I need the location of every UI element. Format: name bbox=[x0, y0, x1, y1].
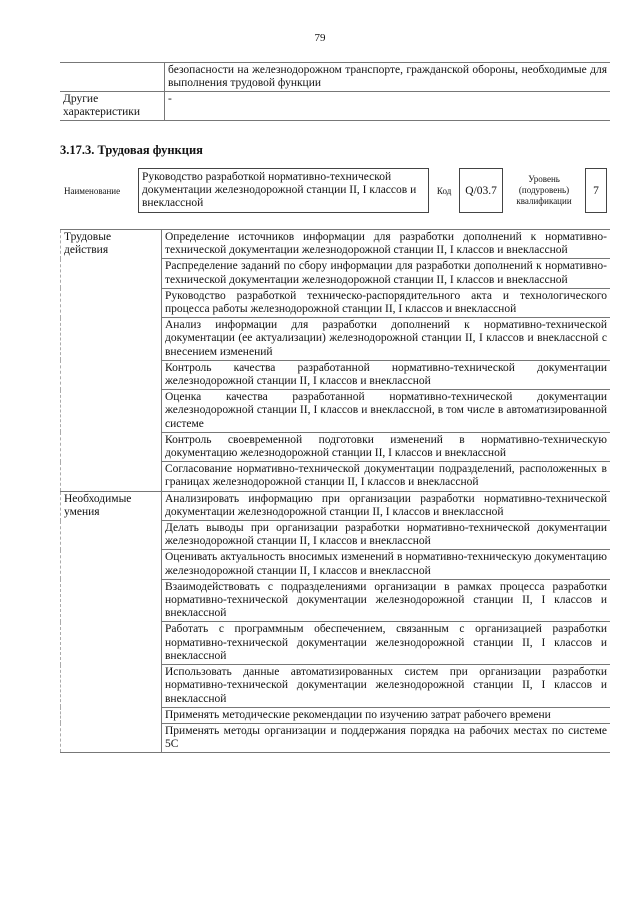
name-value: Руководство разработкой нормативно-технической документации железнодорожной станции II, I классов и внеклассной bbox=[138, 168, 429, 213]
table-row bbox=[60, 92, 610, 121]
name-label: Наименование bbox=[64, 185, 121, 196]
required-skills-label: Необходимые умения bbox=[61, 491, 162, 753]
required-skill-item: Использовать данные автоматизированных систем при организации разработки нормативно-технической документации железнодорожной станции II, I классов и внеклассной bbox=[162, 665, 611, 708]
required-skill-item: Работать с программным обеспечением, связанным с организацией разработки нормативно-технической документации железнодорожной станции II, I классов и внеклассной bbox=[162, 622, 611, 665]
code-value: Q/03.7 bbox=[459, 168, 503, 213]
level-label: Уровень (подуровень) квалификации bbox=[516, 174, 572, 206]
other-characteristics-label: Другие характеристики bbox=[60, 92, 165, 121]
labor-action-item: Определение источников информации для разработки дополнений к нормативно-технической документации железнодорожной станции II, I классов и внеклассной bbox=[162, 230, 611, 259]
required-skill-item: Взаимодействовать с подразделениями организации в рамках процесса разработки нормативно-технической документации железнодорожной станции II, I классов и внеклассной bbox=[162, 579, 611, 622]
table-row bbox=[61, 491, 611, 520]
labor-actions-label: Трудовые действия bbox=[61, 230, 162, 492]
table-row bbox=[60, 63, 610, 92]
section-title: 3.17.3. Трудовая функция bbox=[60, 143, 203, 157]
labor-action-item: Руководство разработкой техническо-распорядительного акта и технологического процесса работы железнодорожной станции II, I классов и внеклассной bbox=[162, 288, 611, 317]
required-skill-item: Анализировать информацию при организации разработки нормативно-технической документации железнодорожной станции II, I классов и внеклассной bbox=[162, 491, 611, 520]
other-characteristics-value: - bbox=[165, 92, 611, 121]
empty-label-cell bbox=[60, 63, 165, 92]
labor-action-item: Распределение заданий по сбору информации для разработки дополнений к нормативно-технической документации железнодорожной станции II, I классов и внеклассной bbox=[162, 259, 611, 288]
function-header bbox=[60, 168, 610, 213]
requirements-text: безопасности на железнодорожном транспорте, гражданской обороны, необходимые для выполнения трудовой функции bbox=[165, 63, 611, 92]
required-skill-item: Делать выводы при организации разработки нормативно-технической документации железнодорожной станции II, I классов и внеклассной bbox=[162, 521, 611, 550]
continuation-table bbox=[60, 62, 610, 121]
labor-action-item: Контроль качества разработанной нормативно-технической документации железнодорожной станции II, I классов и внеклассной bbox=[162, 360, 611, 389]
page-number: 79 bbox=[314, 32, 326, 44]
table-row bbox=[61, 230, 611, 259]
required-skill-item: Применять методические рекомендации по изучению затрат рабочего времени bbox=[162, 707, 611, 723]
labor-action-item: Контроль своевременной подготовки изменений в нормативно-техническую документацию железнодорожной станции II, I классов и внеклассной bbox=[162, 432, 611, 461]
function-details-table bbox=[60, 229, 610, 753]
labor-action-item: Анализ информации для разработки дополнений к нормативно-технической документации (ее актуализации) железнодорожной станции II, I классов и внеклассной с внесением изменений bbox=[162, 318, 611, 361]
labor-action-item: Оценка качества разработанной нормативно-технической документации железнодорожной станции II, I классов и внеклассной, в том числе в автоматизированной системе bbox=[162, 390, 611, 433]
level-value: 7 bbox=[585, 168, 607, 213]
labor-action-item: Согласование нормативно-технической документации подразделений, расположенных в границах железнодорожной станции II, I классов и внеклассной bbox=[162, 462, 611, 491]
code-label: Код bbox=[436, 185, 452, 196]
required-skill-item: Применять методы организации и поддержания порядка на рабочих местах по системе 5С bbox=[162, 723, 611, 752]
required-skill-item: Оценивать актуальность вносимых изменений в нормативно-техническую документацию железнодорожной станции II, I классов и внеклассной bbox=[162, 550, 611, 579]
